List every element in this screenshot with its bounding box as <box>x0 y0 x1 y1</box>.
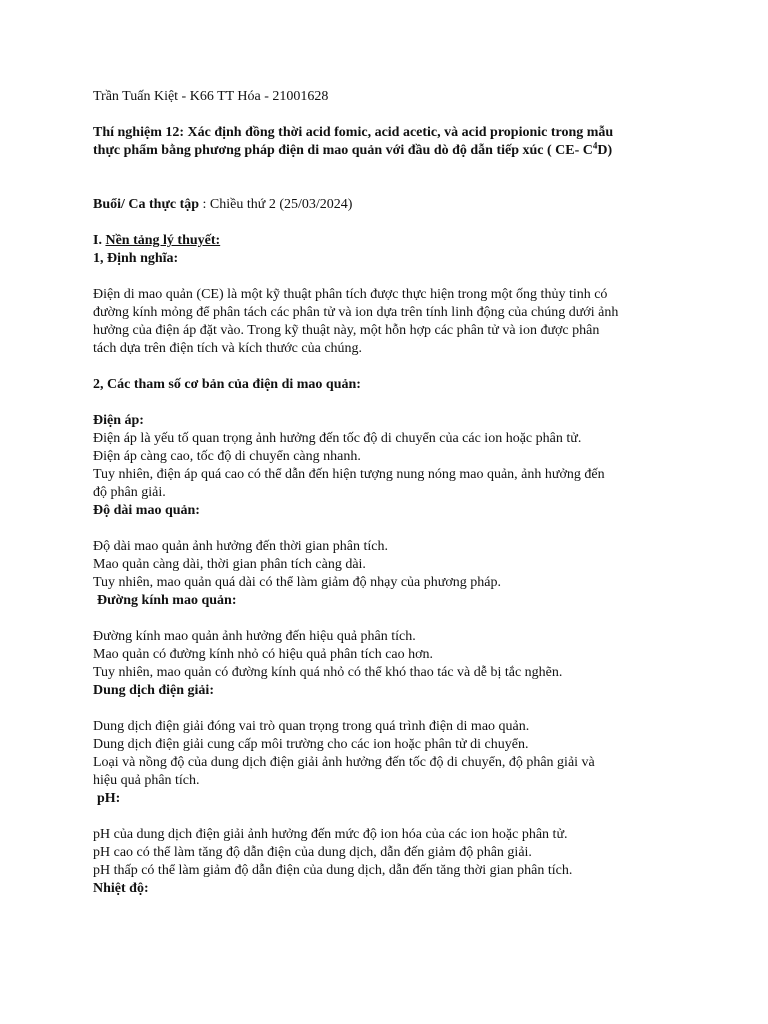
session-line <box>93 196 693 214</box>
definition-line: đường kính mỏng để phân tách các phân tử và ion dựa trên tính linh động của chúng dưới ảnh <box>93 305 619 320</box>
param-line: Mao quản càng dài, thời gian phân tích càng dài. <box>93 557 366 572</box>
param-line: pH cao có thể làm tăng độ dẫn điện của dung dịch, dẫn đến giảm độ phân giải. <box>93 845 532 860</box>
param-line: Điện áp càng cao, tốc độ di chuyển càng nhanh. <box>93 449 361 464</box>
document-body <box>93 88 693 898</box>
definition-line: hưởng của điện áp đặt vào. Trong kỹ thuật này, một hỗn hợp các phân tử và ion được phân <box>93 323 600 338</box>
param-heading-diameter: Đường kính mao quản: <box>97 593 237 608</box>
param-line: Điện áp là yếu tố quan trọng ảnh hưởng đến tốc độ di chuyển của các ion hoặc phân tử. <box>93 431 582 446</box>
param-line: Dung dịch điện giải cung cấp môi trường cho các ion hoặc phân tử di chuyển. <box>93 737 529 752</box>
param-line: độ phân giải. <box>93 485 166 500</box>
subheading-parameters: 2, Các tham số cơ bản của điện di mao quản: <box>93 377 361 392</box>
definition-line: Điện di mao quản (CE) là một kỹ thuật phân tích được thực hiện trong một ống thủy tinh có <box>93 287 608 302</box>
param-line: Tuy nhiên, điện áp quá cao có thể dẫn đến hiện tượng nung nóng mao quản, ảnh hưởng đến <box>93 467 605 482</box>
param-line: hiệu quả phân tích. <box>93 773 200 788</box>
author-line: Trần Tuấn Kiệt - K66 TT Hóa - 21001628 <box>93 89 329 104</box>
param-line: pH của dung dịch điện giải ảnh hưởng đến mức độ ion hóa của các ion hoặc phân tử. <box>93 827 568 842</box>
param-heading-ph: pH: <box>97 791 121 806</box>
experiment-title-line-1: Thí nghiệm 12: Xác định đồng thời acid fomic, acid acetic, và acid propionic trong mẫu <box>93 125 614 140</box>
param-line: Dung dịch điện giải đóng vai trò quan trọng trong quá trình điện di mao quản. <box>93 719 530 734</box>
param-line: Tuy nhiên, mao quản quá dài có thể làm giảm độ nhạy của phương pháp. <box>93 575 501 590</box>
param-heading-temperature: Nhiệt độ: <box>93 881 149 896</box>
subheading-definition: 1, Định nghĩa: <box>93 251 179 266</box>
param-line: Độ dài mao quản ảnh hưởng đến thời gian phân tích. <box>93 539 388 554</box>
definition-line: tách dựa trên điện tích và kích thước của chúng. <box>93 341 363 356</box>
param-line: Loại và nồng độ của dung dịch điện giải ảnh hưởng đến tốc độ di chuyển, độ phân giải và <box>93 755 595 770</box>
param-heading-voltage: Điện áp: <box>93 413 144 428</box>
section-heading <box>93 232 693 250</box>
session-value: : Chiều thứ 2 (25/03/2024) <box>199 197 353 212</box>
title-text: thực phẩm bằng phương pháp điện di mao quản với đầu dò độ dẫn tiếp xúc ( CE- C <box>93 143 593 158</box>
title-text-end: D) <box>597 143 613 158</box>
experiment-title-line-2 <box>93 142 693 160</box>
param-heading-electrolyte: Dung dịch điện giải: <box>93 683 214 698</box>
title-superscript: 4 <box>592 140 598 151</box>
param-line: Đường kính mao quản ảnh hưởng đến hiệu quả phân tích. <box>93 629 416 644</box>
param-line: pH thấp có thể làm giảm độ dẫn điện của dung dịch, dẫn đến tăng thời gian phân tích. <box>93 863 573 878</box>
param-heading-length: Độ dài mao quản: <box>93 503 200 518</box>
param-line: Tuy nhiên, mao quản có đường kính quá nhỏ có thể khó thao tác và dễ bị tắc nghẽn. <box>93 665 563 680</box>
section-title: Nền tảng lý thuyết: <box>105 233 221 248</box>
section-numeral: I. <box>93 233 106 248</box>
session-label: Buổi/ Ca thực tập <box>93 197 200 212</box>
param-line: Mao quản có đường kính nhỏ có hiệu quả phân tích cao hơn. <box>93 647 434 662</box>
